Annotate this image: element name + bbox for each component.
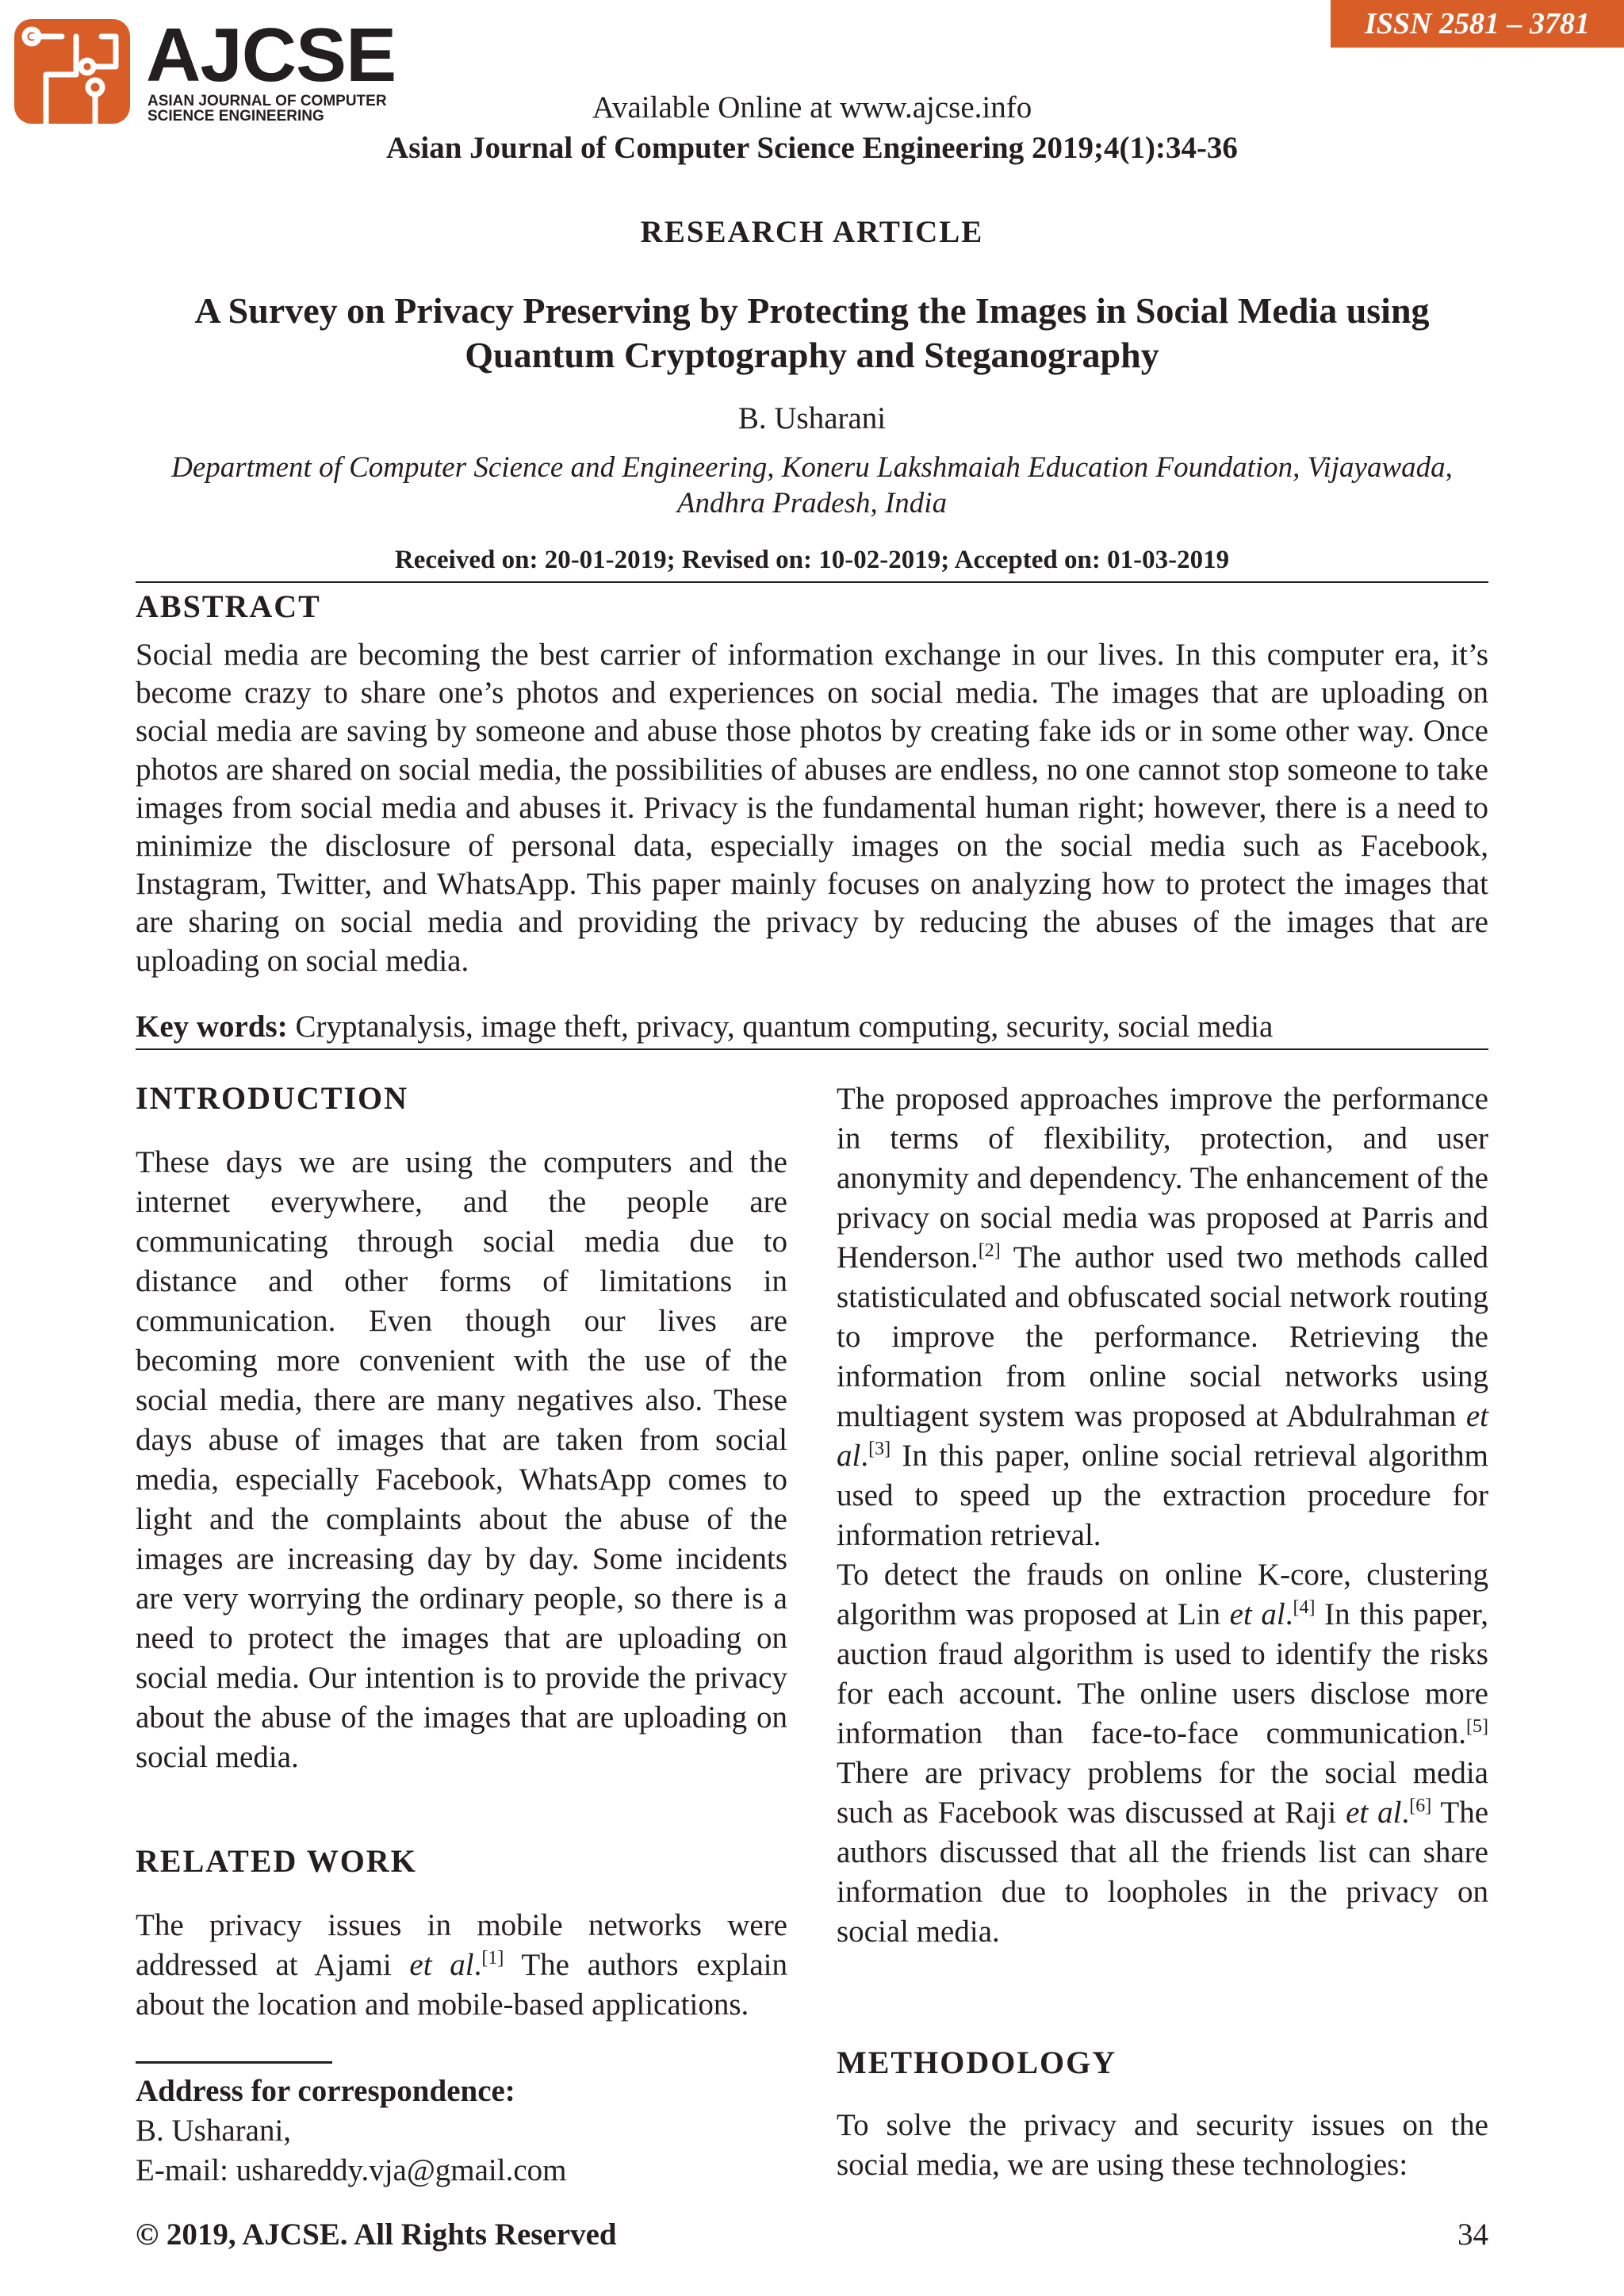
copyright: © 2019, AJCSE. All Rights Reserved	[136, 2217, 617, 2252]
abstract-text: Social media are becoming the best carrier of information exchange in our lives. In this computer era, it’s become crazy to share one’s photos and experiences on social media. The images that are uploading on social media are saving by someone and abuse those photos by creating fake ids or in some other way. Once photos are shared on social media, the possibilities of abuses are endless, no one cannot stop someone to take images from social media and abuses it. Privacy is the fundamental human right; however, there is a need to minimize the disclosure of personal data, especially images on the social media such as Facebook, Instagram, Twitter, and WhatsApp. This paper mainly focuses on analyzing how to protect the images that are sharing on social media and providing the privacy by reducing the abuses of the images that are uploading on social media.	[136, 638, 1488, 978]
journal-citation: Asian Journal of Computer Science Engineering 2019;4(1):34-36	[386, 131, 1238, 165]
related-work-text-a: The privacy issues in mobile networks were addressed at Ajami	[136, 1908, 787, 1982]
issn-badge: ISSN 2581 – 3781	[1331, 0, 1624, 48]
p2-dot-a: .	[1285, 1597, 1293, 1631]
p2-a: To detect the frauds on online K-core, clustering algorithm was proposed at Lin	[837, 1558, 1488, 1631]
methodology-text: To solve the privacy and security issues on the social media, we are using these technologies:	[837, 2108, 1488, 2182]
logo-subtitle-line-1: ASIAN JOURNAL OF COMPUTER	[147, 93, 387, 109]
article-type: RESEARCH ARTICLE	[640, 215, 984, 249]
related-work-dot: .	[473, 1948, 482, 1982]
p1-c: In this paper, online social retrieval algorithm used to speed up the extraction procedure for information retrieval.	[837, 1439, 1488, 1552]
abstract-heading: ABSTRACT	[136, 588, 321, 624]
article-dates: Received on: 20-01-2019; Revised on: 10-02-2019; Accepted on: 01-03-2019	[394, 546, 1230, 574]
right-column-text	[837, 1079, 1488, 1952]
title-line-1: A Survey on Privacy Preserving by Protecting the Images in Social Media using	[194, 290, 1430, 331]
p1-b: The author used two methods called statisticulated and obfuscated social network routing to improve the performance. Retrieving the information from online social networks using multiagent system was proposed at Abdulrahman	[837, 1240, 1488, 1433]
availability-line: Available Online at www.ajcse.info	[592, 90, 1032, 125]
right-paragraph-1	[837, 1079, 1488, 1555]
p2-b: In this paper, auction fraud algorithm is used to identify the risks for each account. The online users disclose more information than face-to-face communication.	[837, 1597, 1489, 1750]
related-work-text-c: The authors explain about the location and mobile-based applications.	[136, 1948, 788, 2022]
article-title	[0, 289, 1624, 378]
author-name: B. Usharani	[737, 401, 887, 435]
citation-6: [6]	[1409, 1796, 1432, 1816]
citation-2: [2]	[978, 1240, 1001, 1261]
et-al: et al	[1229, 1597, 1285, 1631]
journal-logo-text: AJCSE	[146, 13, 396, 98]
title-line-2: Quantum Cryptography and Steganography	[465, 335, 1159, 375]
correspondence-email: E-mail: ushareddy.vja@gmail.com	[136, 2153, 567, 2187]
affiliation-line-2: Andhra Pradesh, India	[676, 487, 948, 519]
citation-5: [5]	[1466, 1716, 1488, 1737]
keywords	[136, 1009, 1488, 1045]
correspondence-label: Address for correspondence:	[136, 2074, 515, 2108]
citation-4: [4]	[1293, 1597, 1316, 1618]
citation-1: [1]	[481, 1948, 504, 1968]
footnote-rule	[136, 2061, 332, 2064]
related-work-heading: RELATED WORK	[136, 1843, 417, 1879]
correspondence	[136, 2072, 567, 2191]
methodology-heading: METHODOLOGY	[837, 2045, 1117, 2080]
p2-c: There are privacy problems for the social media such as Facebook was discussed at Raji	[837, 1756, 1488, 1830]
et-al: et al	[837, 1399, 1488, 1473]
affiliation-line-1: Department of Computer Science and Engineering, Koneru Lakshmaiah Education Foundation, Vijayawada,	[171, 451, 1453, 484]
rule-keywords	[136, 1048, 1488, 1050]
p2-dot-b: .	[1401, 1796, 1410, 1830]
p1-a: The proposed approaches improve the performance in terms of flexibility, protection, and user anonymity and dependency. The enhancement of the privacy on social media was proposed at Parris and Henderson.	[837, 1082, 1488, 1274]
keywords-text: Cryptanalysis, image theft, privacy, quantum computing, security, social media	[287, 1010, 1274, 1044]
author-affiliation	[0, 450, 1624, 521]
related-work-text	[136, 1906, 787, 2025]
logo-subtitle-line-2: SCIENCE ENGINEERING	[147, 108, 324, 125]
correspondence-name: B. Usharani,	[136, 2114, 292, 2148]
introduction-heading: INTRODUCTION	[136, 1080, 409, 1116]
et-al: et al	[1346, 1796, 1402, 1830]
right-paragraph-2	[837, 1555, 1488, 1952]
p2-d: The authors discussed that all the friends list can share information due to loopholes in the privacy on social media.	[837, 1796, 1489, 1949]
rule-top	[136, 581, 1488, 583]
introduction-text: These days we are using the computers and the internet everywhere, and the people are communicating through social media due to distance and other forms of limitations in communication. Even though our lives are becoming more convenient with the use of the social media, there are many negatives also. These days abuse of images that are taken from social media, especially Facebook, WhatsApp comes to light and the complaints about the abuse of the images are increasing day by day. Some incidents are very worrying the ordinary people, so there is a need to protect the images that are uploading on social media. Our intention is to provide the privacy about the abuse of the images that are uploading on social media.	[136, 1145, 787, 1774]
citation-3: [3]	[868, 1439, 891, 1459]
keywords-label: Key words:	[136, 1010, 288, 1044]
page-number: 34	[1457, 2217, 1488, 2252]
p1-dot: .	[860, 1439, 869, 1473]
et-al: et al	[409, 1948, 474, 1982]
